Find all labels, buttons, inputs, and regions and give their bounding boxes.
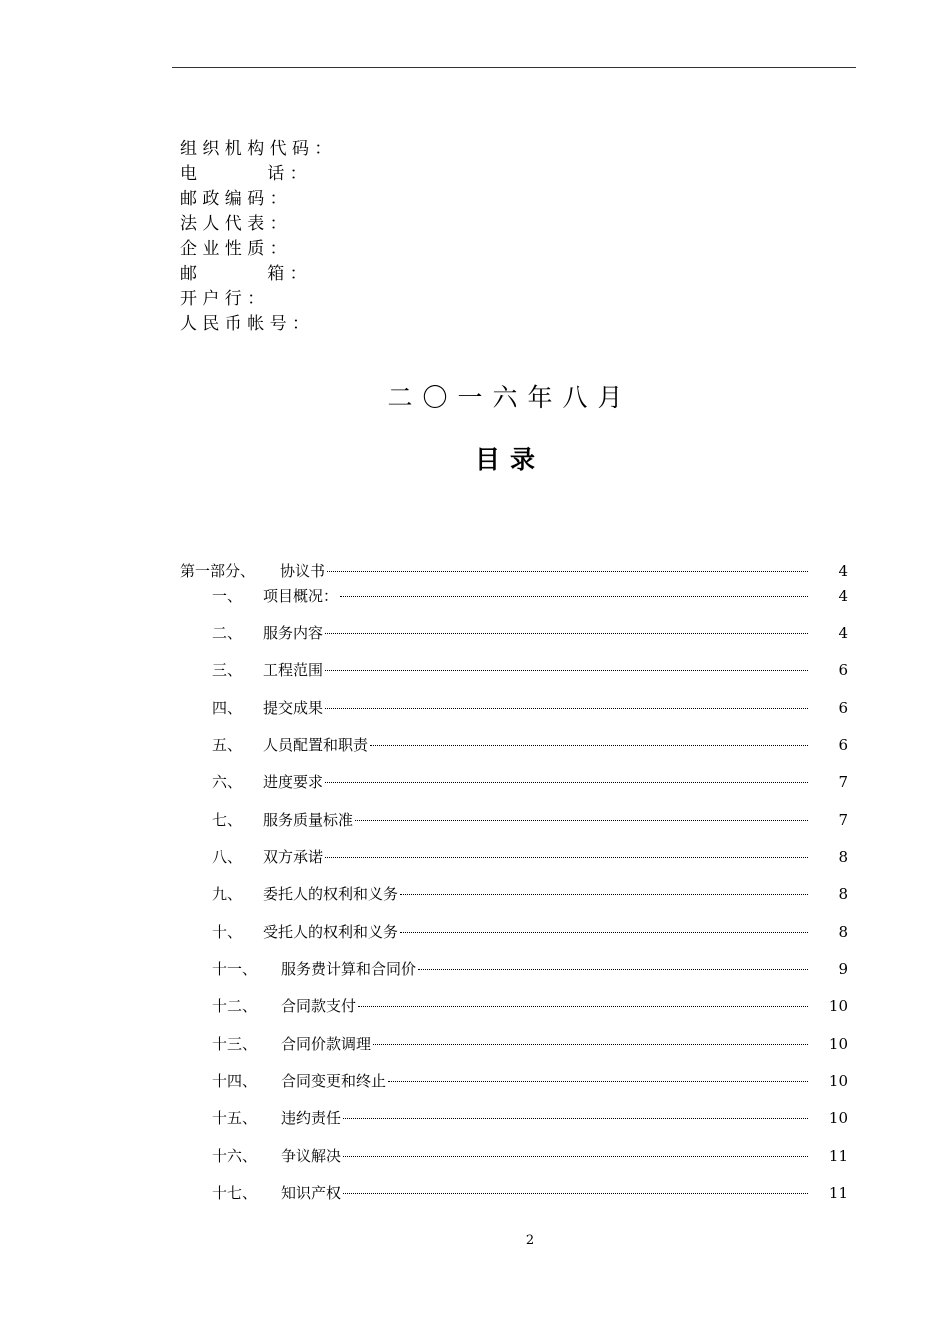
toc-entry-title: 合同款支付 bbox=[281, 997, 357, 1015]
toc-dot-leader bbox=[340, 596, 808, 597]
info-postcode: 邮 政 编 码 ： bbox=[180, 189, 287, 209]
toc-dot-leader bbox=[400, 894, 808, 895]
toc-entry-number: 十二、 bbox=[212, 997, 258, 1015]
toc-entry-page: 10 bbox=[828, 1072, 848, 1090]
toc-entry-page: 8 bbox=[838, 923, 848, 941]
toc-entry-page: 7 bbox=[838, 811, 848, 829]
toc-entry[interactable] bbox=[180, 771, 850, 793]
toc-dot-leader bbox=[355, 820, 808, 821]
toc-dot-leader bbox=[343, 1156, 808, 1157]
toc-entry-title: 合同变更和终止 bbox=[281, 1072, 387, 1090]
toc-dot-leader bbox=[343, 1118, 808, 1119]
toc-entry-title: 争议解决 bbox=[281, 1147, 342, 1165]
toc-dot-leader bbox=[400, 932, 808, 933]
toc-entry-number: 十五、 bbox=[212, 1109, 258, 1127]
toc-entry-page: 11 bbox=[828, 1184, 848, 1202]
toc-title: 目录 bbox=[474, 445, 545, 474]
info-org-code: 组 织 机 构 代 码 ： bbox=[180, 139, 332, 159]
toc-entry[interactable] bbox=[180, 1070, 850, 1092]
info-phone: 电 话 ： bbox=[180, 164, 307, 184]
toc-entry-number: 第一部分、 bbox=[180, 562, 256, 580]
toc-entry-title: 违约责任 bbox=[281, 1109, 342, 1127]
toc-entry-title: 服务费计算和合同价 bbox=[281, 960, 417, 978]
toc-dot-leader bbox=[373, 1044, 808, 1045]
toc-entry-number: 十四、 bbox=[212, 1072, 258, 1090]
toc-dot-leader bbox=[418, 969, 808, 970]
toc-entry-page: 6 bbox=[838, 699, 848, 717]
toc-entry-title: 协议书 bbox=[280, 562, 326, 580]
toc-dot-leader bbox=[325, 782, 808, 783]
toc-entry-page: 6 bbox=[838, 661, 848, 679]
toc-entry-title: 提交成果 bbox=[263, 699, 324, 717]
toc-entry[interactable] bbox=[180, 697, 850, 719]
toc-entry[interactable] bbox=[180, 995, 850, 1017]
toc-entry[interactable] bbox=[180, 846, 850, 868]
page-number: 2 bbox=[525, 1233, 535, 1248]
info-email: 邮 箱 ： bbox=[180, 264, 307, 284]
toc-entry-number: 十一、 bbox=[212, 960, 258, 978]
toc-entry[interactable] bbox=[180, 560, 850, 582]
toc-entry-title: 项目概况： bbox=[263, 587, 339, 605]
toc-entry-number: 十六、 bbox=[212, 1147, 258, 1165]
toc-entry-page: 4 bbox=[838, 562, 848, 580]
toc-entry-page: 7 bbox=[838, 773, 848, 791]
company-info-block bbox=[180, 137, 331, 337]
toc-entry-page: 8 bbox=[838, 885, 848, 903]
toc-entry-number: 十七、 bbox=[212, 1184, 258, 1202]
info-company-type: 企 业 性 质 ： bbox=[180, 239, 287, 259]
toc-dot-leader bbox=[358, 1006, 808, 1007]
header-rule bbox=[172, 67, 856, 68]
info-bank: 开 户 行 ： bbox=[180, 289, 265, 309]
toc-entry-page: 8 bbox=[838, 848, 848, 866]
toc-entry-title: 委托人的权利和义务 bbox=[263, 885, 399, 903]
toc-entry-page: 11 bbox=[828, 1147, 848, 1165]
toc-dot-leader bbox=[327, 571, 808, 572]
toc-entry[interactable] bbox=[180, 585, 850, 607]
toc-entry[interactable] bbox=[180, 734, 850, 756]
toc-entry[interactable] bbox=[180, 1145, 850, 1167]
toc-entry-number: 四、 bbox=[212, 699, 243, 717]
document-date: 二〇一六年八月 bbox=[387, 383, 633, 412]
toc-entry-number: 十三、 bbox=[212, 1035, 258, 1053]
toc-entry-title: 服务内容 bbox=[263, 624, 324, 642]
toc-dot-leader bbox=[388, 1081, 808, 1082]
toc-entry-title: 知识产权 bbox=[281, 1184, 342, 1202]
toc-entry[interactable] bbox=[180, 659, 850, 681]
toc-entry-title: 服务质量标准 bbox=[263, 811, 354, 829]
toc-dot-leader bbox=[325, 708, 808, 709]
toc-entry-number: 五、 bbox=[212, 736, 243, 754]
info-legal-rep: 法 人 代 表 ： bbox=[180, 214, 287, 234]
toc-entry[interactable] bbox=[180, 1033, 850, 1055]
info-rmb-account: 人 民 币 帐 号 ： bbox=[180, 314, 310, 334]
toc-entry-number: 十、 bbox=[212, 923, 243, 941]
toc-entry[interactable] bbox=[180, 809, 850, 831]
toc-entry-page: 9 bbox=[838, 960, 848, 978]
toc-entry[interactable] bbox=[180, 958, 850, 980]
toc-entry-title: 工程范围 bbox=[263, 661, 324, 679]
toc-dot-leader bbox=[325, 857, 808, 858]
toc-entry-page: 4 bbox=[838, 624, 848, 642]
toc-entry-number: 八、 bbox=[212, 848, 243, 866]
toc-entry-title: 合同价款调理 bbox=[281, 1035, 372, 1053]
toc-entry-page: 6 bbox=[838, 736, 848, 754]
toc-entry-title: 受托人的权利和义务 bbox=[263, 923, 399, 941]
toc-entry-page: 10 bbox=[828, 1035, 848, 1053]
toc-entry[interactable] bbox=[180, 1107, 850, 1129]
toc-entry-title: 人员配置和职责 bbox=[263, 736, 369, 754]
toc-entry-number: 三、 bbox=[212, 661, 243, 679]
toc-entry-page: 10 bbox=[828, 1109, 848, 1127]
toc-entry-number: 九、 bbox=[212, 885, 243, 903]
toc-entry-number: 七、 bbox=[212, 811, 243, 829]
toc-dot-leader bbox=[370, 745, 808, 746]
toc-dot-leader bbox=[325, 633, 808, 634]
toc-entry-page: 10 bbox=[828, 997, 848, 1015]
toc-entry-page: 4 bbox=[838, 587, 848, 605]
toc-entry[interactable] bbox=[180, 921, 850, 943]
toc-dot-leader bbox=[343, 1193, 808, 1194]
toc-entry-title: 双方承诺 bbox=[263, 848, 324, 866]
toc-entry[interactable] bbox=[180, 1182, 850, 1204]
toc-dot-leader bbox=[325, 670, 808, 671]
toc-entry-number: 二、 bbox=[212, 624, 243, 642]
toc-entry[interactable] bbox=[180, 883, 850, 905]
toc-entry-number: 六、 bbox=[212, 773, 243, 791]
toc-entry[interactable] bbox=[180, 622, 850, 644]
toc-entry-title: 进度要求 bbox=[263, 773, 324, 791]
toc-entry-number: 一、 bbox=[212, 587, 243, 605]
